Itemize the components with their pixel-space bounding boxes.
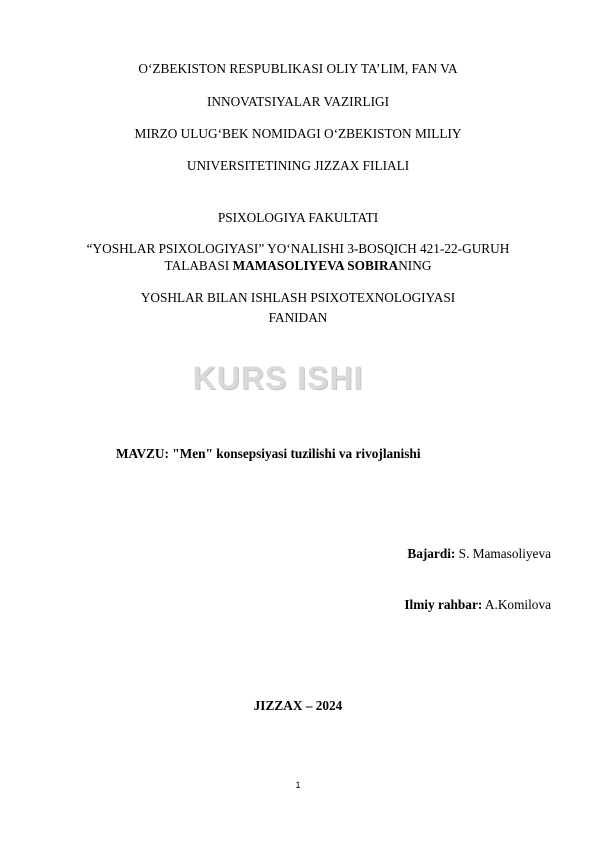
topic-label: MAVZU: — [116, 446, 169, 461]
work-type-title: KURS ISHI — [192, 360, 364, 396]
student-prefix: TALABASI — [164, 258, 233, 273]
page-number: 1 — [295, 780, 301, 790]
university-line-2: UNIVERSITETINING JIZZAX FILIALI — [186, 158, 410, 173]
city-year: JIZZAX – 2024 — [253, 698, 343, 713]
supervisor-value: A.Komilova — [482, 597, 551, 612]
performer-value: S. Mamasoliyeva — [455, 546, 551, 561]
faculty-name: PSIXOLOGIYA FAKULTATI — [217, 210, 379, 225]
subject-line-1: YOSHLAR BILAN ISHLASH PSIXOTEXNOLOGIYASI — [140, 290, 456, 305]
student-suffix: NING — [398, 258, 432, 273]
subject-line-2: FANIDAN — [268, 310, 328, 325]
performer-line — [407, 546, 551, 562]
ministry-line-1: O‘ZBEKISTON RESPUBLIKASI OLIY TA’LIM, FAN VA — [138, 61, 458, 76]
student-name: MAMASOLIYEVA SOBIRA — [232, 258, 399, 273]
topic-line — [116, 446, 421, 462]
performer-label: Bajardi: — [407, 546, 456, 561]
ministry-line-2: INNOVATSIYALAR VAZIRLIGI — [206, 94, 390, 109]
student-line-2 — [0, 258, 596, 274]
supervisor-label: Ilmiy rahbar: — [404, 597, 483, 612]
topic-value: "Men" konsepsiyasi tuzilishi va rivojlanishi — [168, 446, 421, 461]
university-line-1: MIRZO ULUG‘BEK NOMIDAGI O‘ZBEKISTON MILLIY — [134, 126, 462, 141]
supervisor-line — [404, 597, 551, 613]
student-line-1: “YOSHLAR PSIXOLOGIYASI” YO‘NALISHI 3-BOSQICH 421-22-GURUH — [86, 241, 510, 256]
